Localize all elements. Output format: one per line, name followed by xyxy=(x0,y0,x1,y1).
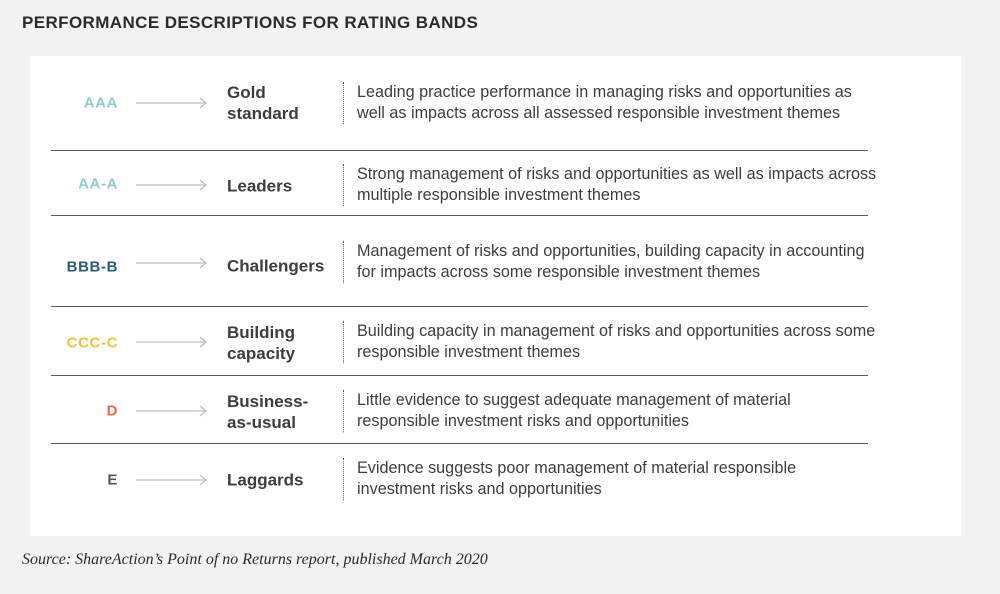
rating-label: E xyxy=(107,471,118,489)
description-box xyxy=(343,241,877,283)
description-box xyxy=(343,321,877,363)
band-description: Management of risks and opportunities, building capacity in accounting for impacts across some responsible investment themes xyxy=(357,242,865,281)
page-title: PERFORMANCE DESCRIPTIONS FOR RATING BANDS xyxy=(22,13,479,32)
arrow-right-icon xyxy=(136,97,208,109)
band-name: Laggards xyxy=(227,470,304,490)
rating-label: D xyxy=(106,402,118,420)
band-row-d xyxy=(51,377,868,444)
arrow-right-icon xyxy=(136,257,208,269)
source-note: Source: ShareAction’s Point of no Returns report, published March 2020 xyxy=(22,551,488,568)
band-description: Evidence suggests poor management of material responsible investment risks and opportunities xyxy=(357,459,797,498)
band-name: Leaders xyxy=(227,176,293,196)
band-description: Little evidence to suggest adequate management of material responsible investment risks and opportunities xyxy=(357,391,791,430)
description-box xyxy=(343,390,877,432)
band-row-bbb-b xyxy=(51,217,868,307)
rating-bands-panel xyxy=(30,56,961,536)
rating-label: AA-A xyxy=(78,175,118,193)
rating-label: AAA xyxy=(83,94,118,112)
description-box xyxy=(343,82,877,124)
rating-label: CCC-C xyxy=(66,334,118,352)
arrow-right-icon xyxy=(136,179,208,191)
band-name: Challengers xyxy=(227,256,325,276)
arrow-right-icon xyxy=(136,405,208,417)
band-name: Business- as-usual xyxy=(227,392,309,432)
band-name: Gold standard xyxy=(227,83,299,123)
band-row-ccc-c xyxy=(51,308,876,376)
arrow-right-icon xyxy=(136,336,208,348)
band-row-aa-a xyxy=(51,151,877,216)
rating-label: BBB-B xyxy=(66,258,118,276)
band-row-aaa xyxy=(51,56,868,151)
band-description: Strong management of risks and opportunities as well as impacts across multiple responsible investment themes xyxy=(357,165,877,204)
description-box xyxy=(343,164,877,206)
arrow-right-icon xyxy=(136,474,208,486)
band-name: Building capacity xyxy=(227,323,296,363)
band-description: Leading practice performance in managing risks and opportunities as well as impacts across all assessed responsible investment themes xyxy=(357,83,852,122)
band-description: Building capacity in management of risks and opportunities across some responsible investment themes xyxy=(357,322,876,361)
description-box xyxy=(343,458,877,500)
band-row-e xyxy=(51,445,868,520)
